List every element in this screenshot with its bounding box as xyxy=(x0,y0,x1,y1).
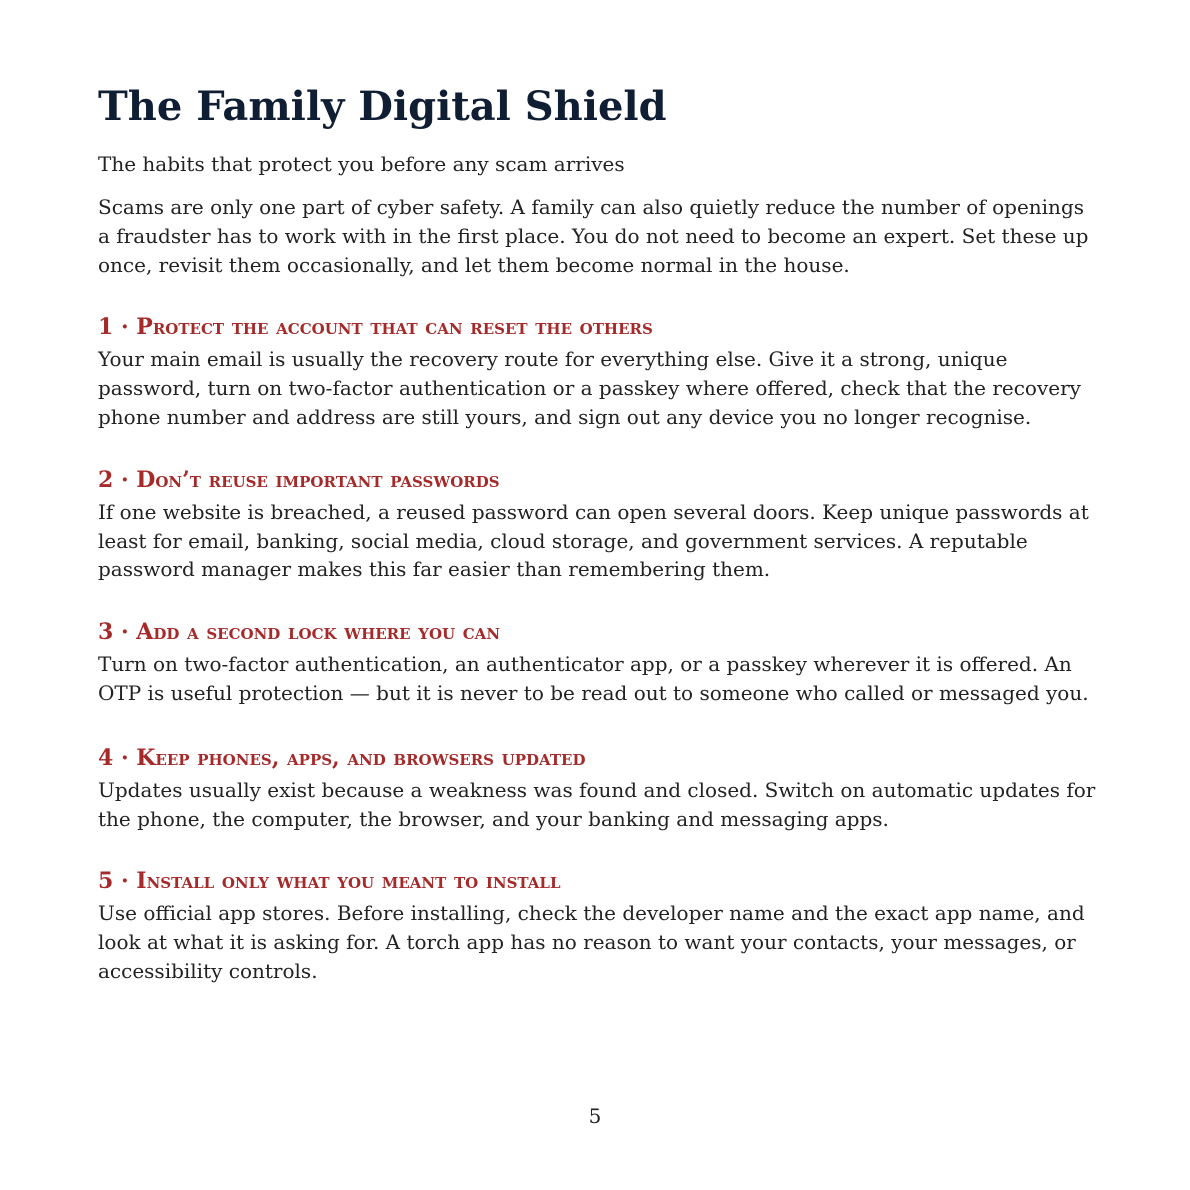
section-second-lock xyxy=(98,618,1102,708)
section-dont-reuse-passwords xyxy=(98,466,1102,584)
section-body: Your main email is usually the recovery route for everything else. Give it a strong, unique password, turn on two-factor authentication or a passkey where offered, check that the recovery phone number and address are still yours, and sign out any device you no longer recognise. xyxy=(98,347,1081,429)
section-body: Updates usually exist because a weakness was found and closed. Switch on automatic updates for the phone, the computer, the browser, and your banking and messaging apps. xyxy=(98,777,1096,831)
section-protect-recovery-account xyxy=(98,313,1102,431)
section-heading: 2 · Don’t reuse important passwords xyxy=(98,466,500,493)
section-heading: 4 · Keep phones, apps, and browsers updated xyxy=(98,744,586,771)
section-heading: 5 · Install only what you meant to install xyxy=(98,868,561,895)
section-body: Turn on two-factor authentication, an authenticator app, or a passkey wherever it is offered. An OTP is useful protection — but it is never to be read out to someone who called or messaged you. xyxy=(98,652,1089,705)
section-heading: 1 · Protect the account that can reset the others xyxy=(98,314,653,341)
page-number: 5 xyxy=(588,1104,602,1128)
section-body: Use official app stores. Before installing, check the developer name and the exact app name, and look at what it is asking for. A torch app has no reason to want your contacts, your messages, or accessibility controls. xyxy=(98,901,1085,983)
section-heading: 3 · Add a second lock where you can xyxy=(98,619,501,646)
section-keep-updated xyxy=(98,744,1102,834)
intro-paragraph: Scams are only one part of cyber safety. A family can also quietly reduce the number of openings a fraudster has to work with in the first place. You do not need to become an expert. Set these up once, revisit them occasionally, and let them become normal in the house. xyxy=(98,195,1089,277)
page-title: The Family Digital Shield xyxy=(98,83,667,130)
page-subtitle: The habits that protect you before any scam arrives xyxy=(98,152,625,176)
section-install-carefully xyxy=(98,867,1102,985)
section-body: If one website is breached, a reused password can open several doors. Keep unique passwords at least for email, banking, social media, cloud storage, and government services. A reputable password manager makes this far easier than remembering them. xyxy=(98,499,1089,582)
